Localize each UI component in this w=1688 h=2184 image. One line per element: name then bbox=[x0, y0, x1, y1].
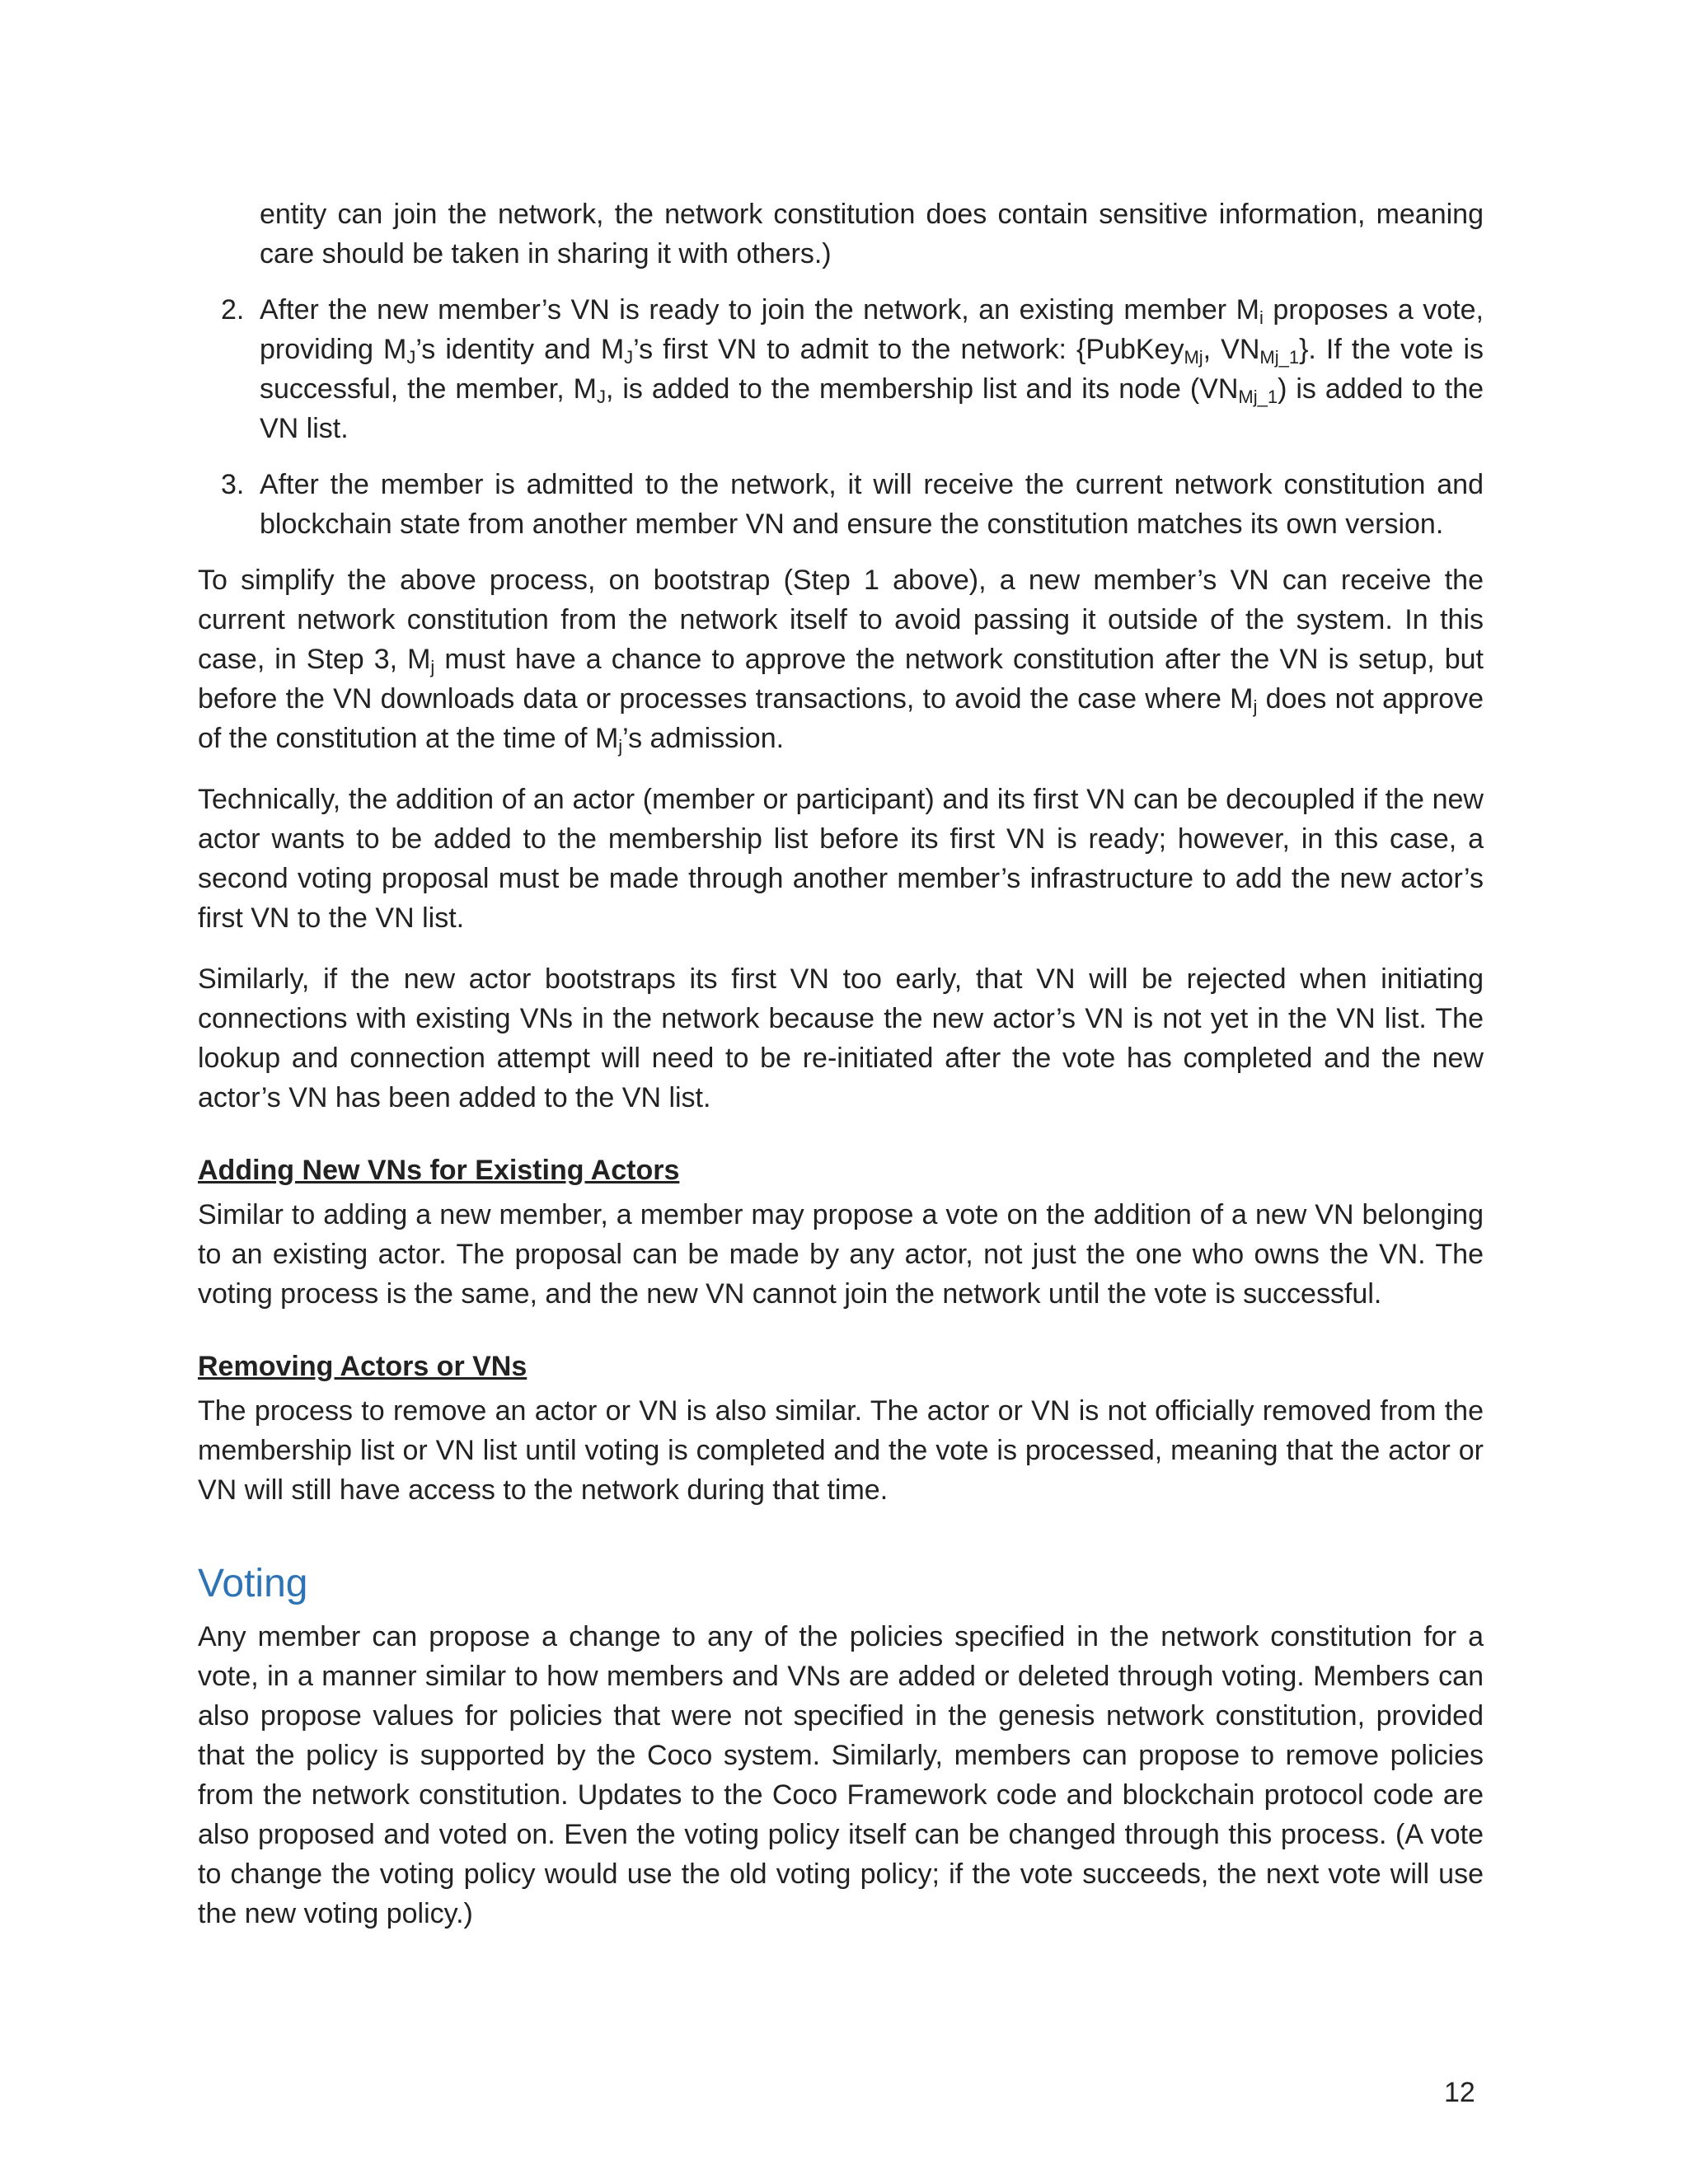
page-number: 12 bbox=[1444, 2077, 1475, 2108]
subscript: Mj bbox=[1184, 347, 1203, 368]
list-item-2-text-8: ) is added to the VN list. bbox=[260, 373, 1484, 444]
paragraph-voting: Any member can propose a change to any of the policies specified in the network constitution for a vote, in a manner similar to how members and VNs are added or deleted through voting. Members can also propose values for policies that were not specified in the genesis network constitution, provided that the policy is supported by the Coco system. Similarly, members can propose to remove policies from the network constitution. Updates to the Coco Framework code and blockchain protocol code are also proposed and voted on. Even the voting policy itself can be changed through this process. (A vote to change the voting policy would use the old voting policy; if the vote succeeds, the next vote will use the new voting policy.) bbox=[198, 1621, 1484, 1929]
subscript: i bbox=[1259, 307, 1264, 328]
list-item-2-text-3: ’s identity and M bbox=[415, 334, 625, 365]
subheading-adding-vns: Adding New VNs for Existing Actors bbox=[198, 1155, 680, 1186]
subscript: J bbox=[596, 387, 606, 407]
list-item-2-text-5: , VN bbox=[1203, 334, 1260, 365]
list-item-2 bbox=[198, 290, 1484, 448]
paragraph-bootstrap-text-3: does not approve of the constitution at the time of M bbox=[198, 683, 1484, 754]
subscript: j bbox=[618, 736, 623, 757]
paragraph-bootstrap-text-1: To simplify the above process, on bootstrap (Step 1 above), a new member’s VN can receive the current network constitution from the network itself to avoid passing it outside of the system. In this case, in Step 3, M bbox=[198, 565, 1484, 675]
subscript: j bbox=[1253, 696, 1258, 717]
list-item-2-text-2: proposes a vote, providing M bbox=[260, 294, 1484, 365]
list-number-2: 2. bbox=[221, 294, 245, 326]
list-item-continuation-text: entity can join the network, the network constitution does contain sensitive information, meaning care should be taken in sharing it with others.) bbox=[260, 199, 1484, 269]
paragraph-bootstrap bbox=[198, 560, 1484, 758]
paragraph-bootstrap-text-4: ’s admission. bbox=[622, 723, 785, 754]
subscript: Mj_1 bbox=[1259, 347, 1300, 368]
list-item-2-text-7: , is added to the membership list and its node (VN bbox=[605, 373, 1239, 405]
subscript: Mj_1 bbox=[1238, 387, 1278, 407]
section-heading-voting: Voting bbox=[198, 1562, 308, 1605]
list-item-2-text-6: }. If the vote is successful, the member, M bbox=[260, 334, 1484, 405]
paragraph-bootstrap-text-2: must have a chance to approve the network constitution after the VN is setup, but before the VN downloads data or processes transactions, to avoid the case where M bbox=[198, 644, 1484, 715]
paragraph-removing: The process to remove an actor or VN is also similar. The actor or VN is not officially removed from the membership list or VN list until voting is completed and the vote is processed, meaning that the actor or VN will still have access to the network during that time. bbox=[198, 1395, 1484, 1506]
list-item-3-text: After the member is admitted to the network, it will receive the current network constitution and blockchain state from another member VN and ensure the constitution matches its own version. bbox=[260, 469, 1484, 540]
list-item-3 bbox=[198, 465, 1484, 544]
paragraph-adding-vns: Similar to adding a new member, a member may propose a vote on the addition of a new VN belonging to an existing actor. The proposal can be made by any actor, not just the one who owns the VN. The voting process is the same, and the new VN cannot join the network until the vote is successful. bbox=[198, 1199, 1484, 1310]
document-page bbox=[198, 194, 1484, 1955]
list-number-3: 3. bbox=[221, 469, 245, 500]
subheading-removing: Removing Actors or VNs bbox=[198, 1351, 528, 1382]
paragraph-decoupled: Technically, the addition of an actor (member or participant) and its first VN can be decoupled if the new actor wants to be added to the membership list before its first VN is ready; however, in this case, a second voting proposal must be made through another member’s infrastructure to add the new actor’s first VN to the VN list. bbox=[198, 784, 1484, 934]
list-item-2-text-1: After the new member’s VN is ready to join the network, an existing member M bbox=[260, 294, 1259, 326]
list-item-2-text-4: ’s first VN to admit to the network: {PubKey bbox=[633, 334, 1184, 365]
list-item-continuation bbox=[198, 194, 1484, 274]
paragraph-early-bootstrap: Similarly, if the new actor bootstraps its first VN too early, that VN will be rejected when initiating connections with existing VNs in the network because the new actor’s VN is not yet in the VN list. The lookup and connection attempt will need to be re-initiated after the vote has completed and the new actor’s VN has been added to the VN list. bbox=[198, 963, 1484, 1113]
subscript: J bbox=[406, 347, 416, 368]
subscript: J bbox=[624, 347, 634, 368]
subscript: j bbox=[430, 657, 435, 677]
